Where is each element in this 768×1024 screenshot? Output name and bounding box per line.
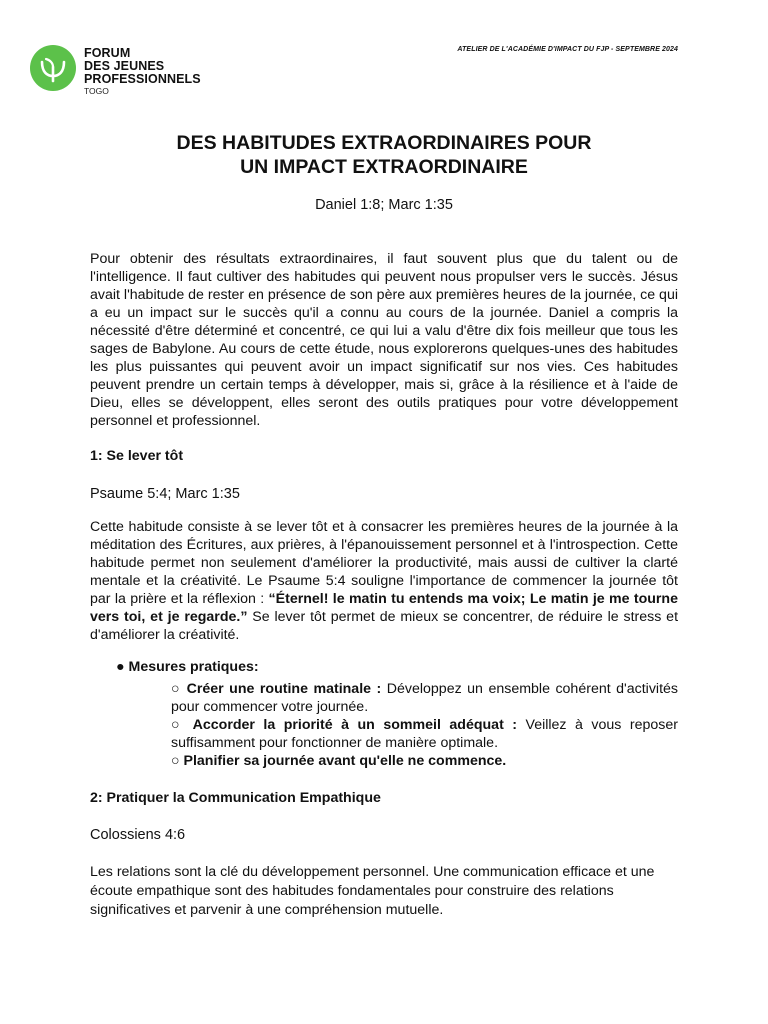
- intro-paragraph: Pour obtenir des résultats extraordinaires, il faut souvent plus que du talent ou de l'intelligence. Il faut cultiver des habitudes qui peuvent nous propulser vers le succès. Jésus avait l'habitude de rester en présence de son père aux premières heures de la journée, ce qui a eu un impact sur le succès qu'il a connu au cours de la journée. Daniel a compris la nécessité d'être déterminé et concentré, ce qui lui a valu d'être dix fois meilleur que tous les sages de Babylone. Au cours de cette étude, nous explorerons quelques-unes des habitudes les plus puissantes qui peuvent avoir un impact significatif sur nos vies. Ces habitudes peuvent prendre un certain temps à développer, mais si, grâce à la résilience et à l'aide de Dieu, elles se développent, elles seront des outils pratiques pour votre développement personnel et professionnel.: [90, 251, 678, 429]
- logo-text: [84, 47, 201, 96]
- section1-body-end: Se lever tôt permet de mieux se concentrer, de réduire le stress et d'améliorer la créativité.: [90, 609, 679, 643]
- section2-body: Les relations sont la clé du développement personnel. Une communication efficace et une écoute empathique sont des habitudes fondamentales pour construire des relations significatives et parvenir à une compréhension mutuelle.: [90, 864, 655, 918]
- section1-body: [90, 518, 678, 644]
- section2-heading: 2: Pratiquer la Communication Empathique: [90, 790, 381, 806]
- logo-country: TOGO: [84, 86, 109, 96]
- list-item-bold: Accorder la priorité à un sommeil adéquat :: [192, 717, 526, 733]
- list-marker: ○: [171, 753, 184, 769]
- section1-reference: Psaume 5:4; Marc 1:35: [90, 486, 240, 502]
- logo-line-3: PROFESSIONNELS: [84, 72, 201, 86]
- logo-emblem-icon: [30, 45, 76, 91]
- list-item-bold: Créer une routine matinale :: [186, 681, 387, 697]
- list-item-text: Veillez à vous reposer suffisamment pour fonctionner de manière optimale.: [171, 717, 678, 751]
- title-line-2: UN IMPACT EXTRAORDINAIRE: [240, 156, 528, 178]
- fjp-logo: [30, 45, 201, 96]
- page-title: [90, 131, 678, 179]
- list-marker: ○: [171, 717, 193, 733]
- list-marker: ○: [171, 681, 187, 697]
- list-item-text: Développez un ensemble cohérent d'activités pour commencer votre journée.: [171, 681, 679, 715]
- list-item: [171, 680, 678, 716]
- list-item: [171, 716, 678, 752]
- list-item: [171, 752, 678, 770]
- practical-measures-list: [171, 680, 678, 770]
- section1-heading: 1: Se lever tôt: [90, 448, 184, 464]
- practical-measures-title: ● Mesures pratiques:: [116, 659, 259, 675]
- header-note: ATELIER DE L'ACADÉMIE D'IMPACT DU FJP - SEPTEMBRE 2024: [457, 46, 678, 53]
- title-line-1: DES HABITUDES EXTRAORDINAIRES POUR: [176, 132, 592, 154]
- section1-body-quote: “Éternel! le matin tu entends ma voix; Le matin je me tourne vers toi, et je regarde.”: [90, 591, 678, 625]
- section1-body-text: Cette habitude consiste à se lever tôt et à consacrer les premières heures de la journée à la méditation des Écritures, aux prières, à l'épanouissement personnel et à l'introspection. Cette habitude permet non seulement d'améliorer la productivité, mais aussi de cultiver la clarté mentale et la créativité. Le Psaume 5:4 souligne l'importance de commencer la journée tôt par la prière et la réflexion :: [90, 519, 678, 607]
- logo-line-2: DES JEUNES: [84, 59, 165, 73]
- logo-line-1: FORUM: [84, 46, 131, 60]
- list-item-bold: Planifier sa journée avant qu'elle ne commence.: [183, 753, 507, 769]
- section2-reference: Colossiens 4:6: [90, 827, 186, 843]
- title-reference: Daniel 1:8; Marc 1:35: [315, 197, 453, 213]
